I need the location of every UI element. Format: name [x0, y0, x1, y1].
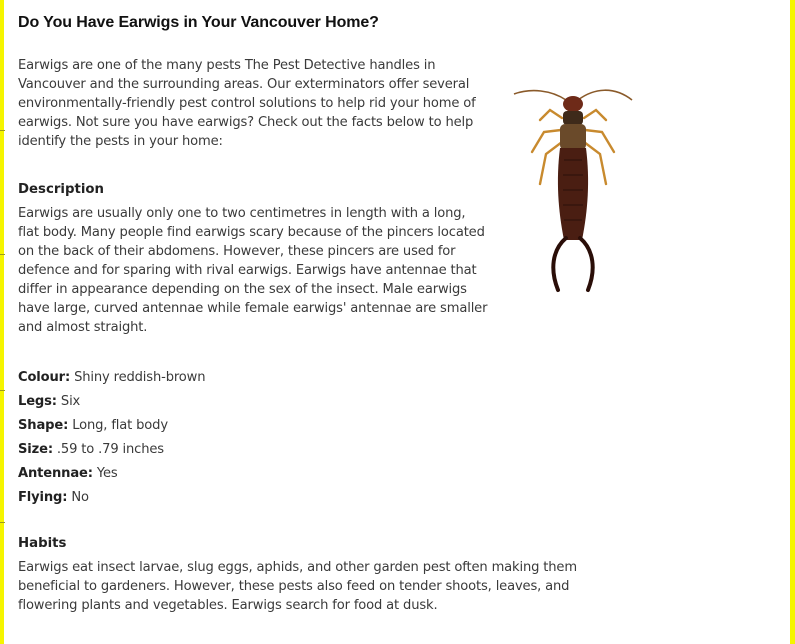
left-edge-stripe	[0, 0, 4, 644]
article-header	[18, 12, 498, 34]
fact-label: Legs:	[18, 394, 57, 409]
right-edge-stripe	[790, 0, 795, 644]
fact-size	[18, 438, 418, 462]
fact-value: Long, flat body	[72, 418, 168, 433]
edge-tick	[0, 254, 5, 255]
fact-flying	[18, 486, 418, 510]
fact-value: Yes	[96, 466, 118, 481]
edge-tick	[0, 522, 5, 523]
fact-value: .59 to .79 inches	[56, 442, 164, 457]
intro-paragraph: Earwigs are one of the many pests The Pest Detective handles in Vancouver and the surrounding areas. Our exterminators offer several environmentally-friendly pest control solutions to help rid your home of earwigs. Not sure you have earwigs? Check out the facts below to help identify the pests in your home:	[18, 58, 476, 149]
fact-value: No	[71, 490, 89, 505]
description-paragraph: Earwigs are usually only one to two centimetres in length with a long, flat body. Many people find earwigs scary because of the pincers located on the back of their abdomens. However, these pincers are used for defence and for sparing with rival earwigs. Earwigs have antennae that differ in appearance depending on the sex of the insect. Male earwigs have large, curved antennae while female earwigs' antennae are smaller and almost straight.	[18, 206, 488, 335]
description-section	[18, 180, 104, 199]
fact-value: Shiny reddish-brown	[74, 370, 206, 385]
fact-shape	[18, 414, 418, 438]
habits-heading: Habits	[18, 536, 67, 551]
facts-list	[18, 366, 418, 510]
fact-label: Shape:	[18, 418, 69, 433]
fact-colour	[18, 366, 418, 390]
edge-tick	[0, 390, 5, 391]
habits-section	[18, 534, 66, 553]
fact-label: Flying:	[18, 490, 68, 505]
fact-label: Size:	[18, 442, 53, 457]
description-heading: Description	[18, 182, 105, 197]
earwig-image	[506, 80, 638, 295]
edge-tick	[0, 130, 5, 131]
fact-value: Six	[60, 394, 81, 409]
habits-paragraph: Earwigs eat insect larvae, slug eggs, aphids, and other garden pest often making them beneficial to gardeners. However, these pests also feed on tender shoots, leaves, and flowering plants and vegetables. Earwigs search for food at dusk.	[18, 560, 577, 613]
fact-antennae	[18, 462, 418, 486]
fact-label: Antennae:	[18, 466, 93, 481]
page-title: Do You Have Earwigs in Your Vancouver Home?	[18, 14, 379, 31]
fact-label: Colour:	[18, 370, 71, 385]
fact-legs	[18, 390, 418, 414]
